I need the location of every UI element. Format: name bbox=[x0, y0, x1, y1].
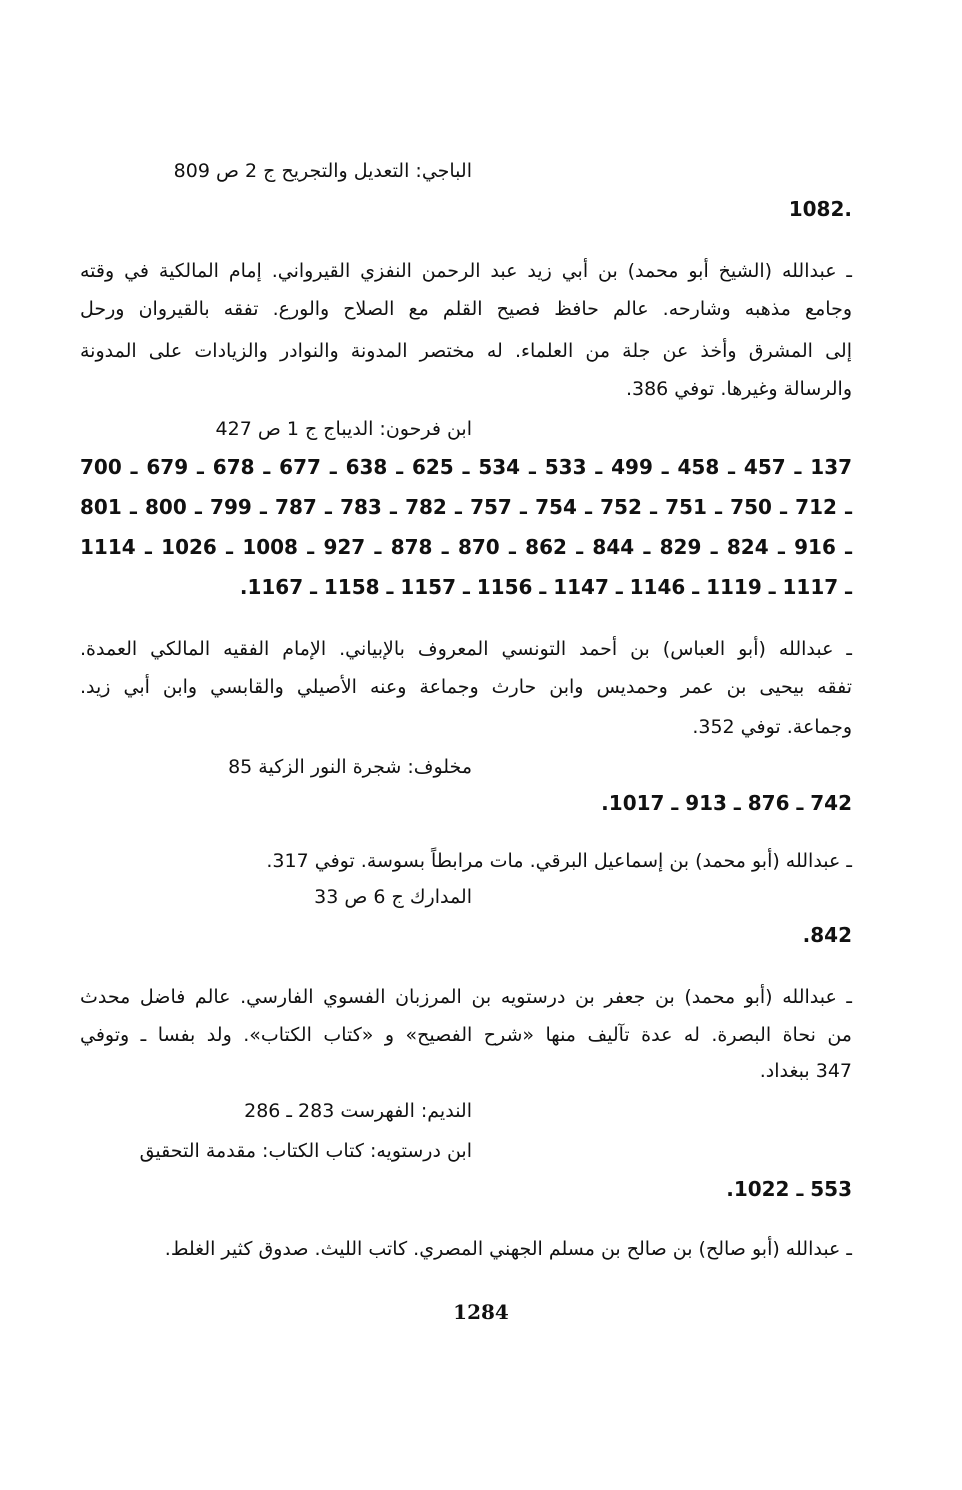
entry1-numbers-line1: 137 ـ 457 ـ 458 ـ 499 ـ 533 ـ 534 ـ 625 ـ 638 ـ 677 ـ 678 ـ 679 ـ 700 bbox=[80, 455, 853, 479]
entry1-numbers-line2: ـ 712 ـ 750 ـ 751 ـ 752 ـ 754 ـ 757 ـ 782 ـ 783 ـ 787 ـ 799 ـ 800 ـ 801 bbox=[80, 495, 852, 519]
entry4-numbers: 553 ـ 1022. bbox=[726, 1177, 852, 1201]
entry1-numbers-line3: ـ 916 ـ 824 ـ 829 ـ 844 ـ 862 ـ 870 ـ 878 ـ 927 ـ 1008 ـ 1026 ـ 1114 bbox=[80, 535, 853, 559]
entry1-line2: وجامع مذهبه وشارحه. عالم حافظ فصيح القلم مع الصلاح والورع. تفقه بالقيروان ورحل bbox=[80, 298, 852, 320]
entry3-source: المدارك ج 6 ص 33 bbox=[314, 886, 472, 908]
entry1-line3: إلى المشرق وأخذ عن جلة من العلماء. له مختصر المدونة والنوادر والزيادات على المدونة bbox=[80, 340, 852, 362]
top-source: الباجي: التعديل والتجريح ج 2 ص 809 bbox=[173, 160, 472, 182]
entry4-line3: 347 ببغداد. bbox=[759, 1060, 852, 1082]
entry3-numbers: 842. bbox=[802, 923, 852, 947]
entry4-line1: ـ عبدالله (أبو محمد) بن جعفر بن درستويه بن المرزبان الفسوي الفارسي. عالم فاضل محدث bbox=[80, 986, 852, 1008]
entry1-source: ابن فرحون: الديباج ج 1 ص 427 bbox=[215, 418, 472, 440]
entry2-source: مخلوف: شجرة النور الزكية 85 bbox=[228, 756, 472, 778]
entry1-line1: ـ عبدالله (الشيخ أبو محمد) بن أبي زيد عبد الرحمن النفزي القيرواني. إمام المالكية في وقته bbox=[80, 260, 852, 282]
entry2-numbers: 742 ـ 876 ـ 913 ـ 1017. bbox=[601, 791, 852, 815]
entry3-line: ـ عبدالله (أبو محمد) بن إسماعيل البرقي. مات مرابطاً بسوسة. توفي 317. bbox=[266, 850, 852, 872]
entry4-line2: من نحاة البصرة. له عدة تآليف منها «شرح الفصيح» و «كتاب الكتاب». ولد بفسا ـ وتوفي bbox=[80, 1024, 852, 1046]
entry5-line: ـ عبدالله (أبو صالح) بن صالح بن مسلم الجهني المصري. كاتب الليث. صدوق كثير الغلط. bbox=[164, 1238, 852, 1260]
entry2-line2: تفقه بيحيى بن عمر وحمديس وابن حارث وجماعة وعنه الأصيلي والقابسي وابن أبي زيد. bbox=[80, 676, 852, 698]
entry4-source1: النديم: الفهرست 283 ـ 286 bbox=[244, 1100, 472, 1122]
entry4-source2: ابن درستويه: كتاب الكتاب: مقدمة التحقيق bbox=[139, 1140, 472, 1162]
entry1-line4: والرسالة وغيرها. توفي 386. bbox=[625, 378, 852, 400]
top-numbers: .1082 bbox=[788, 197, 852, 221]
entry1-numbers-line4: ـ 1117 ـ 1119 ـ 1146 ـ 1147 ـ 1156 ـ 1157 ـ 1158 ـ 1167. bbox=[239, 575, 852, 599]
entry2-line3: وجماعة. توفي 352. bbox=[692, 716, 852, 738]
page-number: 1284 bbox=[453, 1300, 509, 1324]
entry2-line1: ـ عبدالله (أبو العباس) بن أحمد التونسي المعروف بالإبياني. الإمام الفقيه المالكي العمدة. bbox=[80, 638, 852, 660]
